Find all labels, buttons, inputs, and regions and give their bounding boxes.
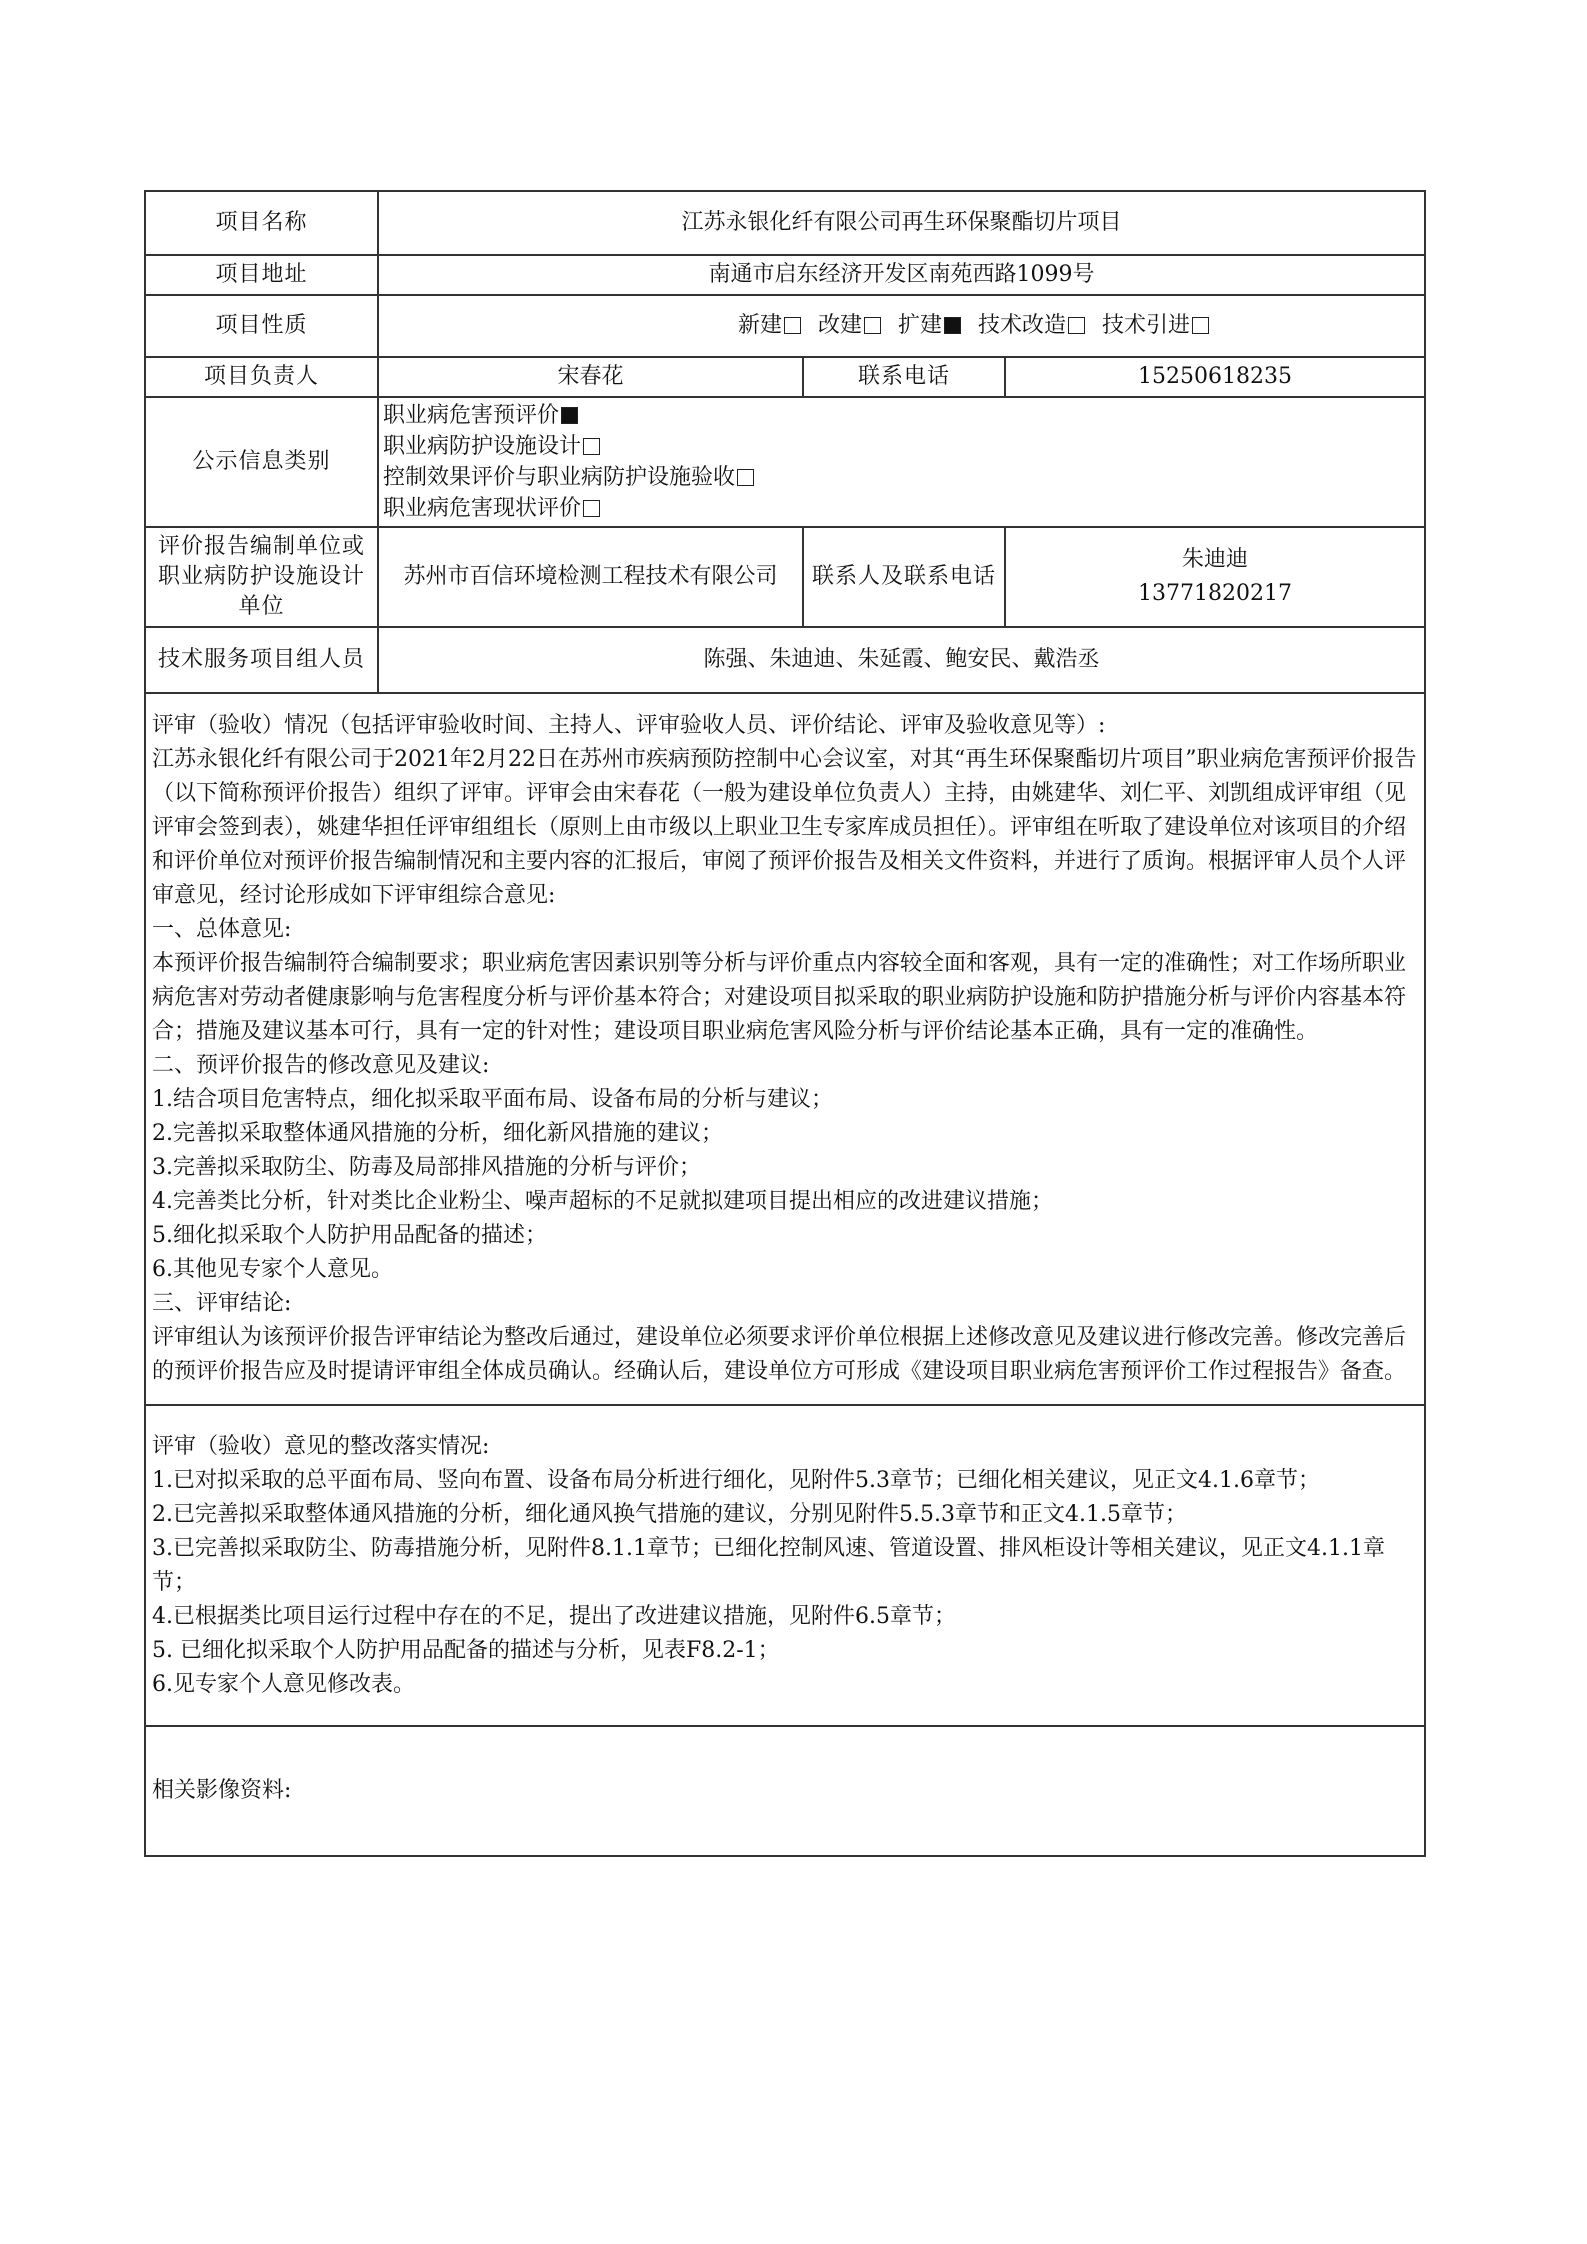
nature-option-new: 新建 bbox=[738, 313, 811, 338]
publicity-option-status-evaluation: 职业病危害现状评价 bbox=[383, 493, 1420, 524]
review-paragraph: 本预评价报告编制符合编制要求；职业病危害因素识别等分析与评价重点内容较全面和客观，具有一定的准确性；对工作场所职业病危害对劳动者健康影响与危害程度分析与评价基本符合；对建设项目拟采取的职业病防护设施和防护措施分析与评价内容基本符合；措施及建议基本可行，具有一定的针对性；建设项目职业病危害风险分析与评价结论基本正确，具有一定的准确性。 bbox=[152, 951, 1407, 1044]
review-heading: 评审（验收）情况（包括评审验收时间、主持人、评审验收人员、评价结论、评审及验收意见等）: bbox=[152, 713, 1106, 738]
checkbox-icon bbox=[737, 469, 754, 486]
project-nature-options bbox=[378, 295, 1425, 357]
checkbox-icon bbox=[1192, 317, 1209, 334]
contact-phone: 13771820217 bbox=[1138, 581, 1292, 606]
unit-value: 苏州市百信环境检测工程技术有限公司 bbox=[378, 527, 803, 627]
project-address-value: 南通市启东经济开发区南苑西路1099号 bbox=[378, 255, 1425, 295]
rectification-heading: 评审（验收）意见的整改落实情况: bbox=[152, 1433, 490, 1459]
checkbox-icon bbox=[864, 317, 881, 334]
review-list-item: 1.结合项目危害特点，细化拟采取平面布局、设备布局的分析与建议； bbox=[152, 1087, 833, 1112]
review-list-item: 6.其他见专家个人意见。 bbox=[152, 1257, 393, 1282]
team-value: 陈强、朱迪迪、朱延霞、鲍安民、戴浩丞 bbox=[378, 627, 1425, 693]
project-name-label: 项目名称 bbox=[145, 191, 378, 255]
review-paragraph: 评审组认为该预评价报告评审结论为整改后通过，建设单位必须要求评价单位根据上述修改意见及建议进行修改完善。修改完善后的预评价报告应及时提请评审组全体成员确认。经确认后，建设单位方可形成《建设项目职业病危害预评价工作过程报告》备查。 bbox=[152, 1325, 1407, 1384]
nature-option-expand: 扩建 bbox=[898, 313, 971, 338]
rectification-item: 6.见专家个人意见修改表。 bbox=[152, 1671, 415, 1697]
phone-value: 15250618235 bbox=[1005, 357, 1425, 397]
checkbox-icon bbox=[583, 500, 600, 517]
review-paragraph: 江苏永银化纤有限公司于2021年2月22日在苏州市疾病预防控制中心会议室，对其“再生环保聚酯切片项目”职业病危害预评价报告（以下简称预评价报告）组织了评审。评审会由宋春花（一般为建设单位负责人）主持，由姚建华、刘仁平、刘凯组成评审组（见评审会签到表），姚建华担任评审组组长（原则上由市级以上职业卫生专家库成员担任）。评审组在听取了建设单位对该项目的介绍和评价单位对预评价报告编制情况和主要内容的汇报后，审阅了预评价报告及相关文件资料，并进行了质询。根据评审人员个人评审意见，经讨论形成如下评审组综合意见: bbox=[152, 747, 1417, 908]
project-lead-value: 宋春花 bbox=[378, 357, 803, 397]
project-name-value: 江苏永银化纤有限公司再生环保聚酯切片项目 bbox=[378, 191, 1425, 255]
rectification-item: 5. 已细化拟采取个人防护用品配备的描述与分析，见表F8.2-1； bbox=[152, 1637, 780, 1663]
images-label: 相关影像资料: bbox=[152, 1778, 292, 1803]
checkbox-icon bbox=[784, 317, 801, 334]
publicity-options bbox=[378, 397, 1425, 527]
checkbox-checked-icon bbox=[561, 407, 578, 424]
checkbox-icon bbox=[1068, 317, 1085, 334]
rectification-section bbox=[145, 1405, 1425, 1726]
review-list-item: 5.细化拟采取个人防护用品配备的描述； bbox=[152, 1223, 547, 1248]
project-nature-label: 项目性质 bbox=[145, 295, 378, 357]
project-address-label: 项目地址 bbox=[145, 255, 378, 295]
team-label: 技术服务项目组人员 bbox=[145, 627, 378, 693]
rectification-item: 3.已完善拟采取防尘、防毒措施分析，见附件8.1.1章节；已细化控制风速、管道设置、排风柜设计等相关建议，见正文4.1.1章节； bbox=[152, 1535, 1385, 1595]
review-suggestions-heading: 二、预评价报告的修改意见及建议: bbox=[152, 1053, 490, 1078]
review-conclusion-heading: 三、评审结论: bbox=[152, 1291, 292, 1316]
review-list-item: 4.完善类比分析，针对类比企业粉尘、噪声超标的不足就拟建项目提出相应的改进建议措施； bbox=[152, 1189, 1053, 1214]
publicity-option-control-effect: 控制效果评价与职业病防护设施验收 bbox=[383, 462, 1420, 493]
publicity-option-pre-evaluation: 职业病危害预评价 bbox=[383, 400, 1420, 431]
contact-name: 朱迪迪 bbox=[1182, 547, 1249, 572]
rectification-item: 1.已对拟采取的总平面布局、竖向布置、设备布局分析进行细化，见附件5.3章节；已细化相关建议，见正文4.1.6章节； bbox=[152, 1467, 1320, 1493]
publicity-label: 公示信息类别 bbox=[145, 397, 378, 527]
contact-value bbox=[1005, 527, 1425, 627]
images-section bbox=[145, 1726, 1425, 1856]
review-list-item: 3.完善拟采取防尘、防毒及局部排风措施的分析与评价； bbox=[152, 1155, 701, 1180]
nature-option-tech-import: 技术引进 bbox=[1102, 313, 1219, 338]
contact-label: 联系人及联系电话 bbox=[803, 527, 1005, 627]
nature-option-rebuild: 改建 bbox=[818, 313, 891, 338]
rectification-item: 2.已完善拟采取整体通风措施的分析，细化通风换气措施的建议，分别见附件5.5.3章节和正文4.1.5章节； bbox=[152, 1501, 1187, 1527]
checkbox-icon bbox=[583, 438, 600, 455]
review-list-item: 2.完善拟采取整体通风措施的分析，细化新风措施的建议； bbox=[152, 1121, 723, 1146]
unit-label: 评价报告编制单位或职业病防护设施设计单位 bbox=[145, 527, 378, 627]
review-overall-heading: 一、总体意见: bbox=[152, 917, 292, 942]
nature-option-tech-upgrade: 技术改造 bbox=[978, 313, 1095, 338]
publicity-option-facility-design: 职业病防护设施设计 bbox=[383, 431, 1420, 462]
checkbox-checked-icon bbox=[944, 317, 961, 334]
rectification-item: 4.已根据类比项目运行过程中存在的不足，提出了改进建议措施，见附件6.5章节； bbox=[152, 1603, 956, 1629]
project-lead-label: 项目负责人 bbox=[145, 357, 378, 397]
review-section bbox=[145, 693, 1425, 1405]
phone-label: 联系电话 bbox=[803, 357, 1005, 397]
info-form bbox=[144, 190, 1426, 1857]
